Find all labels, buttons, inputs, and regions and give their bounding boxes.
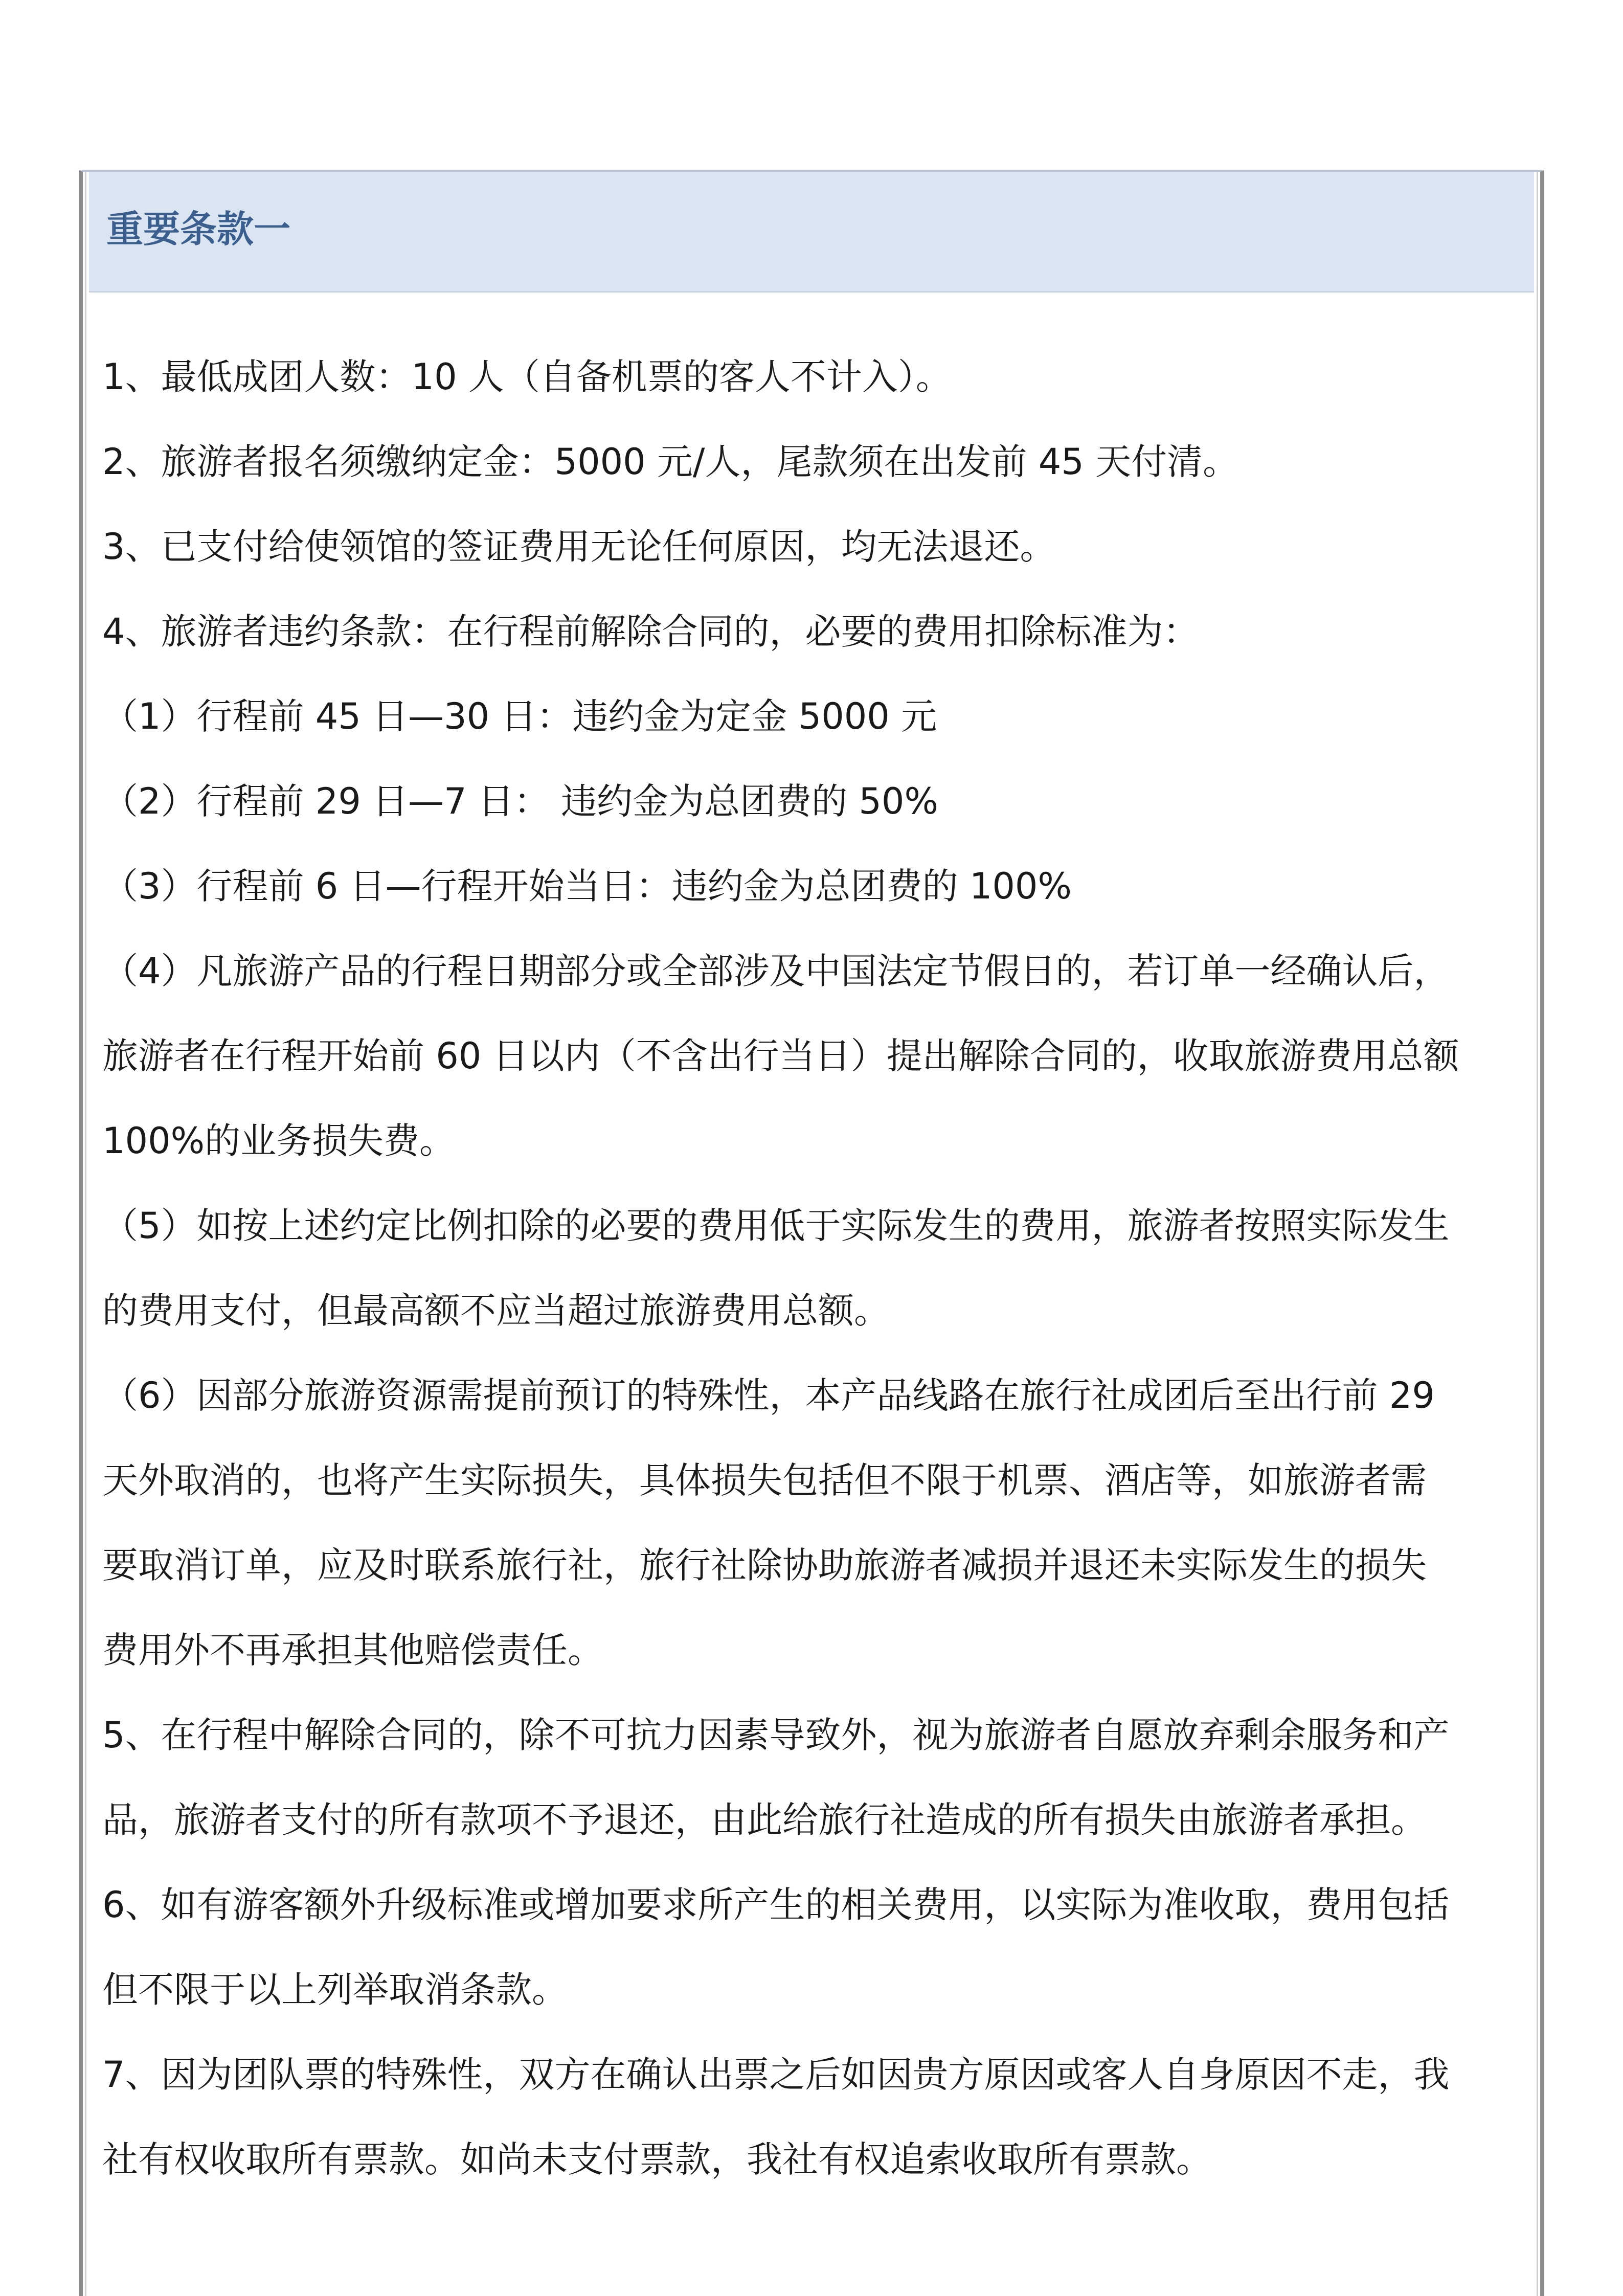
term-line: 7、因为团队票的特殊性，双方在确认出票之后如因贵方原因或客人自身原因不走，我 (102, 2054, 1450, 2096)
term-line: （6）因部分旅游资源需提前预订的特殊性，本产品线路在旅行社成团后至出行前 29 (102, 1375, 1435, 1416)
term-line: 2、旅游者报名须缴纳定金：5000 元/人，尾款须在出发前 45 天付清。 (102, 441, 1239, 483)
term-line: 的费用支付，但最高额不应当超过旅游费用总额。 (102, 1290, 890, 1332)
term-line: 1、最低成团人数：10 人（自备机票的客人不计入）。 (102, 356, 952, 398)
term-line: 天外取消的，也将产生实际损失，具体损失包括但不限于机票、酒店等，如旅游者需 (102, 1459, 1427, 1501)
term-line: （5）如按上述约定比例扣除的必要的费用低于实际发生的费用，旅游者按照实际发生 (102, 1205, 1450, 1247)
term-line: 6、如有游客额外升级标准或增加要求所产生的相关费用，以实际为准收取，费用包括 (102, 1884, 1450, 1926)
terms-content (102, 334, 1534, 2202)
term-line: 品，旅游者支付的所有款项不予退还，由此给旅行社造成的所有损失由旅游者承担。 (102, 1799, 1427, 1841)
term-line: 5、在行程中解除合同的，除不可抗力因素导致外，视为旅游者自愿放弃剩余服务和产 (102, 1714, 1450, 1756)
term-line: 100%的业务损失费。 (102, 1120, 456, 1162)
term-line: 社有权收取所有票款。如尚未支付票款，我社有权追索收取所有票款。 (102, 2139, 1212, 2180)
term-line: 旅游者在行程开始前 60 日以内（不含出行当日）提出解除合同的，收取旅游费用总额 (102, 1035, 1459, 1077)
term-line: （4）凡旅游产品的行程日期部分或全部涉及中国法定节假日的，若订单一经确认后， (102, 950, 1450, 992)
term-line: （1）行程前 45 日—30 日：违约金为定金 5000 元 (102, 695, 937, 737)
term-line: （3）行程前 6 日—行程开始当日：违约金为总团费的 100% (102, 865, 1072, 907)
term-line: （2）行程前 29 日—7 日： 违约金为总团费的 50% (102, 780, 938, 822)
term-line: 4、旅游者违约条款：在行程前解除合同的，必要的费用扣除标准为： (102, 611, 1199, 652)
section-title: 重要条款一 (106, 208, 291, 251)
term-line: 费用外不再承担其他赔偿责任。 (102, 1629, 603, 1671)
terms-section-frame (79, 170, 1544, 2296)
term-line: 3、已支付给使领馆的签证费用无论任何原因，均无法退还。 (102, 526, 1056, 568)
term-line: 但不限于以上列举取消条款。 (102, 1969, 568, 2011)
term-line: 要取消订单，应及时联系旅行社，旅行社除协助旅游者减损并退还未实际发生的损失 (102, 1544, 1427, 1586)
section-header (89, 172, 1534, 292)
